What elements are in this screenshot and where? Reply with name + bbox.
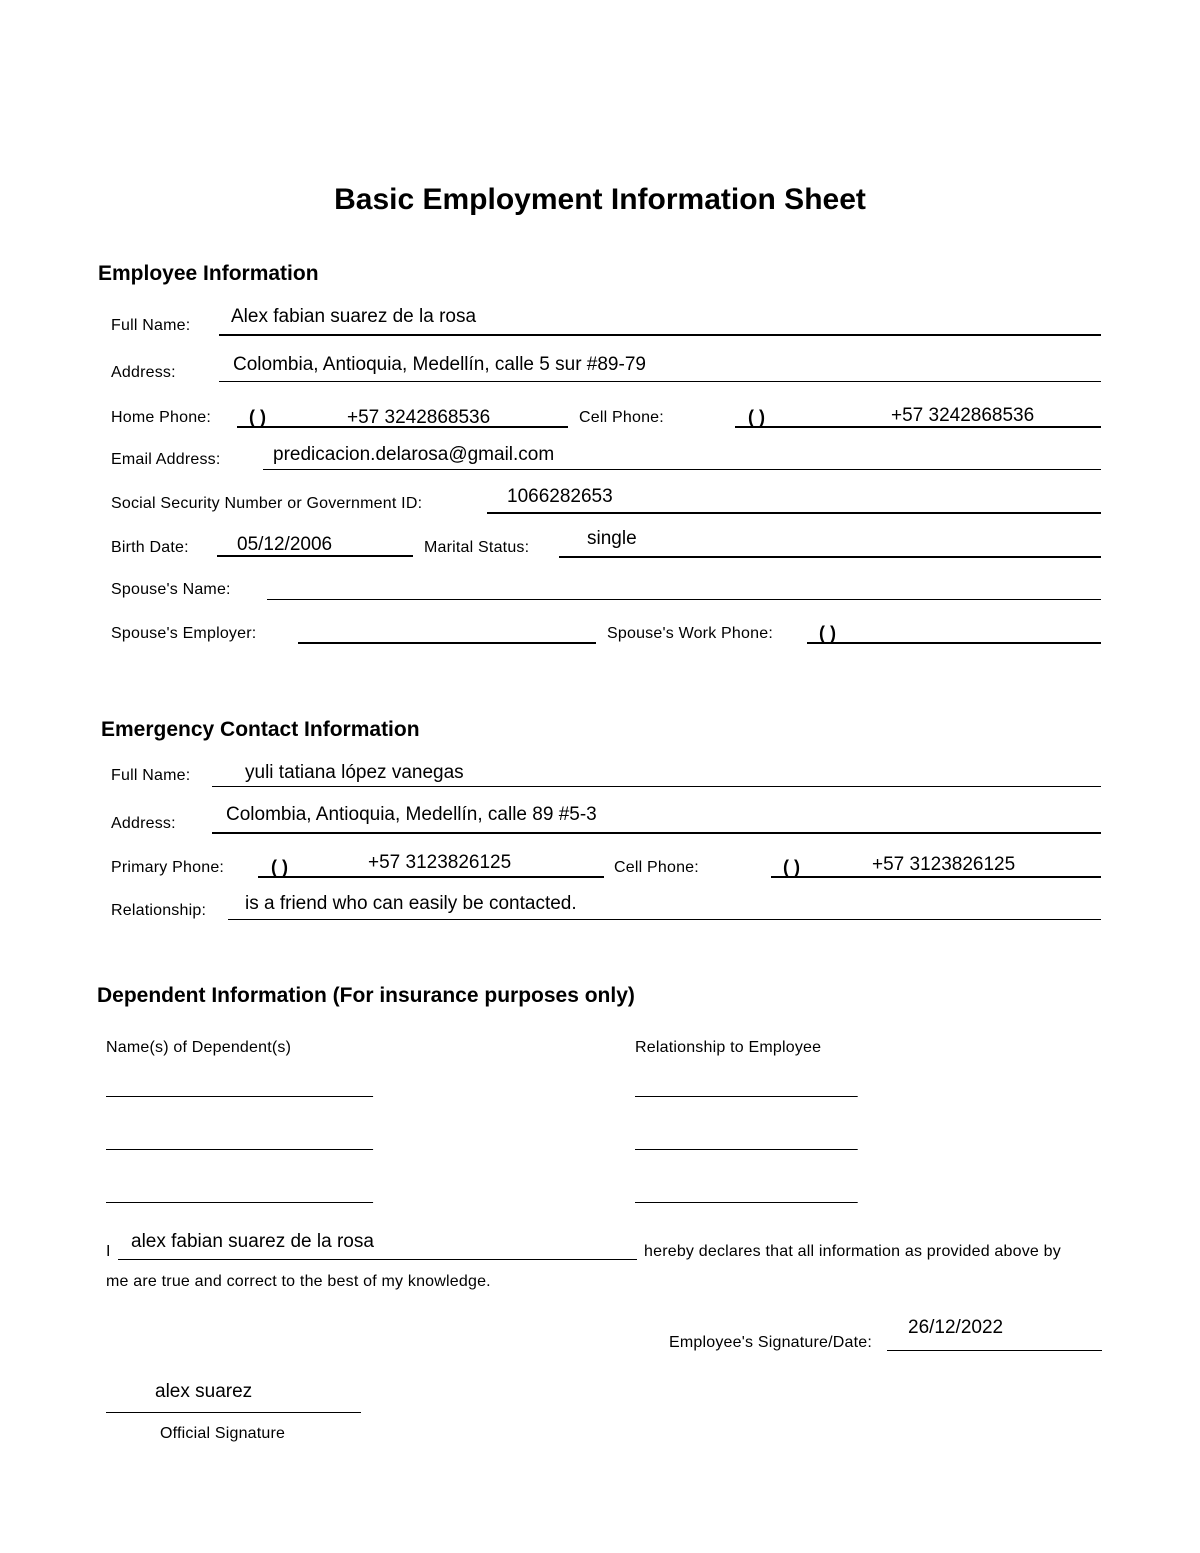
full-name-field[interactable]: Alex fabian suarez de la rosa xyxy=(231,306,477,327)
email-field[interactable]: predicacion.delarosa@gmail.com xyxy=(273,444,555,465)
emergency-cell-phone-label: Cell Phone: xyxy=(614,859,699,876)
relationship-underline xyxy=(228,919,1101,920)
marital-status-label: Marital Status: xyxy=(424,539,530,556)
employee-signature-underline xyxy=(887,1350,1102,1351)
emergency-cell-phone-field[interactable]: +57 3123826125 xyxy=(872,854,1016,875)
dependent-name-blank-2[interactable]: ______________________________ xyxy=(106,1134,373,1151)
emergency-cell-phone-underline xyxy=(771,876,1101,878)
employee-signature-label: Employee's Signature/Date: xyxy=(669,1334,873,1351)
ssn-underline xyxy=(487,512,1101,514)
declaration-name-underline xyxy=(118,1259,637,1260)
spouse-employer-label: Spouse's Employer: xyxy=(111,625,257,642)
emergency-cell-phone-area-code[interactable]: ( ) xyxy=(783,857,800,877)
primary-phone-area-code[interactable]: ( ) xyxy=(271,857,288,877)
declaration-text-1: hereby declares that all information as provided above by xyxy=(644,1243,1061,1260)
cell-phone-underline xyxy=(735,426,1101,428)
cell-phone-field[interactable]: +57 3242868536 xyxy=(891,405,1035,426)
emergency-section-heading: Emergency Contact Information xyxy=(101,718,420,741)
full-name-label: Full Name: xyxy=(111,317,191,334)
home-phone-underline xyxy=(237,426,568,428)
email-underline xyxy=(263,469,1101,470)
home-phone-area-code[interactable]: ( ) xyxy=(249,407,266,427)
dependent-names-header: Name(s) of Dependent(s) xyxy=(106,1039,292,1056)
declaration-text-2: me are true and correct to the best of my knowledge. xyxy=(106,1273,491,1290)
signature-date-field[interactable]: 26/12/2022 xyxy=(908,1317,1004,1338)
official-signature-label: Official Signature xyxy=(160,1425,286,1442)
cell-phone-label: Cell Phone: xyxy=(579,409,664,426)
spouse-work-phone-label: Spouse's Work Phone: xyxy=(607,625,773,642)
emergency-full-name-field[interactable]: yuli tatiana lópez vanegas xyxy=(245,762,464,783)
marital-status-field[interactable]: single xyxy=(587,528,637,549)
dependent-section-heading: Dependent Information (For insurance purposes only) xyxy=(97,984,635,1007)
primary-phone-underline xyxy=(258,876,604,878)
birth-date-field[interactable]: 05/12/2006 xyxy=(237,534,333,555)
spouse-name-label: Spouse's Name: xyxy=(111,581,231,598)
email-label: Email Address: xyxy=(111,451,221,468)
ssn-field[interactable]: 1066282653 xyxy=(507,486,613,507)
employee-section-heading: Employee Information xyxy=(98,262,319,285)
home-phone-field[interactable]: +57 3242868536 xyxy=(347,407,491,428)
dependent-relationship-blank-1[interactable]: _________________________ xyxy=(635,1081,858,1098)
birth-date-underline xyxy=(217,555,413,557)
emergency-full-name-label: Full Name: xyxy=(111,767,191,784)
dependent-relationship-blank-3[interactable]: _________________________ xyxy=(635,1187,858,1204)
marital-status-underline xyxy=(559,556,1101,558)
spouse-employer-underline[interactable] xyxy=(298,642,596,644)
full-name-underline xyxy=(219,334,1101,336)
home-phone-label: Home Phone: xyxy=(111,409,212,426)
spouse-work-phone-area-code[interactable]: ( ) xyxy=(819,623,836,643)
official-signature-name[interactable]: alex suarez xyxy=(155,1381,253,1402)
dependent-relationship-blank-2[interactable]: _________________________ xyxy=(635,1134,858,1151)
ssn-label: Social Security Number or Government ID: xyxy=(111,495,423,512)
official-signature-underline xyxy=(106,1412,361,1413)
dependent-name-blank-1[interactable]: ______________________________ xyxy=(106,1081,373,1098)
primary-phone-field[interactable]: +57 3123826125 xyxy=(368,852,512,873)
declaration-name-field[interactable]: alex fabian suarez de la rosa xyxy=(131,1231,374,1252)
emergency-address-underline xyxy=(212,832,1101,834)
address-label: Address: xyxy=(111,364,176,381)
dependent-relationship-header: Relationship to Employee xyxy=(635,1039,822,1056)
address-underline xyxy=(219,381,1101,382)
address-field[interactable]: Colombia, Antioquia, Medellín, calle 5 sur #89-79 xyxy=(233,354,646,375)
relationship-field[interactable]: is a friend who can easily be contacted. xyxy=(245,893,577,914)
primary-phone-label: Primary Phone: xyxy=(111,859,225,876)
declaration-prefix: I xyxy=(106,1243,111,1260)
emergency-address-field[interactable]: Colombia, Antioquia, Medellín, calle 89 #5-3 xyxy=(226,804,597,825)
relationship-label: Relationship: xyxy=(111,902,207,919)
spouse-work-phone-underline xyxy=(807,642,1101,644)
page-title: Basic Employment Information Sheet xyxy=(334,183,866,216)
cell-phone-area-code[interactable]: ( ) xyxy=(748,407,765,427)
birth-date-label: Birth Date: xyxy=(111,539,189,556)
spouse-name-underline[interactable] xyxy=(267,599,1101,600)
dependent-name-blank-3[interactable]: ______________________________ xyxy=(106,1187,373,1204)
emergency-address-label: Address: xyxy=(111,815,176,832)
emergency-full-name-underline xyxy=(212,786,1101,787)
